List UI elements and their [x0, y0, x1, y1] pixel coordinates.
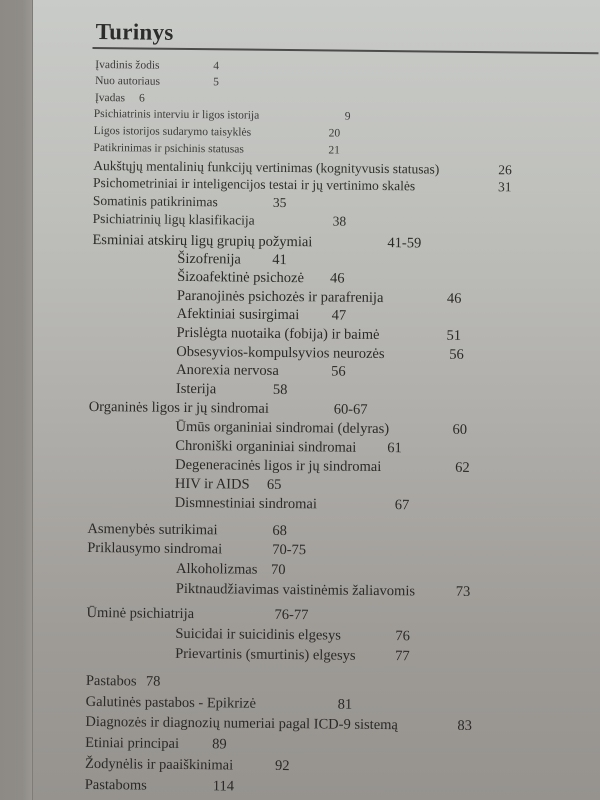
page-title: Turinys — [95, 19, 174, 45]
title-rule — [92, 47, 598, 54]
toc-content: Turinys Įvadinis žodis 4 Nuo autoriaus 5 Įvadas 6 Psichiatrinis interviu ir ligos istorija 9 Ligos istorijos sudarymo taisyklės 20 Patikrinimas ir psichinis statusas 21 Aukštųjų mentalinių funkcijų vertinimas (kognityvusis statusas) 26 Psichometriniai ir inteligencijos testai ir jų vertinimo skalės 31 Somatinis patikrinimas 35 Psichiatrinių ligų klasifikacija 38 Esminiai atskirų ligų grupių požymiai 41-59 Šizofrenija 41 Šizoafektinė psichozė 46 Paranojinės psichozės ir parafrenija 46 Afektiniai susirgimai 47 Prislėgta nuotaika (fobija) ir baimė 51 Obsesyvios-kompulsyvios neurozės 56 Anorexia nervosa 56 Isterija 58 Organinės ligos ir jų sindromai 60-67 Ūmūs organiniai sindromai (delyras) 60 Chroniški organiniai sindromai 61 Degeneracinės ligos ir jų sindromai 62 HIV ir AIDS 65 Dismnestiniai sindromai 67 Asmenybės sutrikimai 68 Priklausymo sindromai 70-75 Alkoholizmas 70 Piktnaudžiavimas vaistinėmis žaliavomis 73 Ūminė psichiatrija 76-77 Suicidai ir suicidinis elgesys 76 Prievartinis (smurtinis) elgesys 77 Pastabos 78 Galutinės pastabos - Epikrizė 81 Diagnozės ir diagnozių numeriai pagal ICD-9 sistemą 83 Etiniai principai 89 Žodynėlis ir paaiškinimai 92 Pastaboms 114 — [0, 0, 600, 800]
